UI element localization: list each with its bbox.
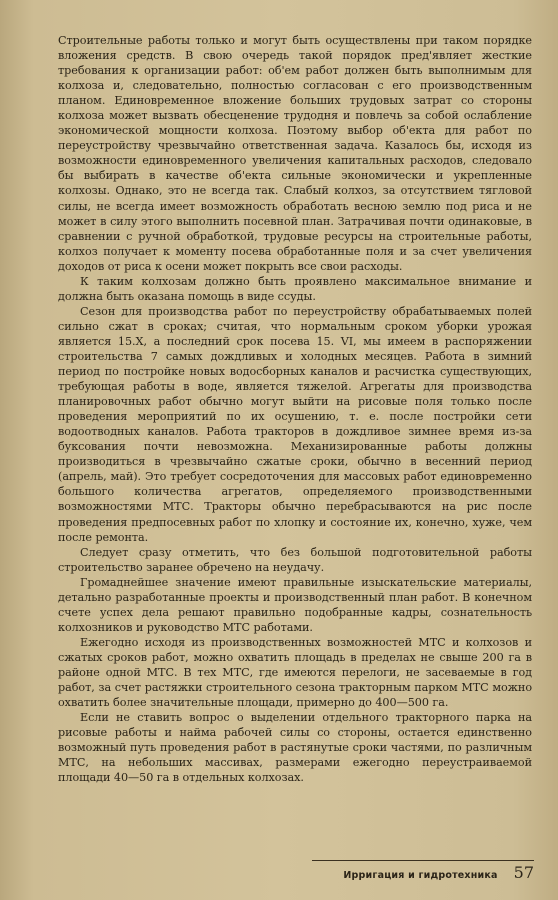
page-number: 57 <box>513 863 534 882</box>
paragraph-2: К таким колхозам должно быть проявлено максимальное внимание и должна быть оказана помощь в виде ссуды. <box>58 274 532 303</box>
page-footer <box>312 860 534 882</box>
paragraph-6: Ежегодно исходя из производственных возможностей МТС и колхозов и сжатых сроков работ, можно охватить площадь в пределах не свыше 200 га в районе одной МТС. В тех МТС, где имеются перелоги, не засеваемые в год работ, за счет растяжки строительного сезона тракторным парком МТС можно охватить более значительные площади, примерно до 400—500 га. <box>58 635 532 710</box>
body-text <box>58 33 532 785</box>
journal-title: Ирригация и гидротехника <box>343 870 498 881</box>
paragraph-1: Строительные работы только и могут быть осуществлены при таком порядке вложения средств. В свою очередь такой порядок пред'являет жесткие требования к организации работ: об'ем работ должен быть выполнимым для колхоза и, следовательно, полностью согласован с его производственным планом. Единовременное вложение больших трудовых затрат со стороны колхоза может вызвать обесценение трудодня и повлечь за собой ослабление экономической мощности колхоза. Поэтому выбор об'екта для работ по переустройству чрезвычайно ответственная задача. Казалось бы, исходя из возможности единовременного увеличения капитальных расходов, следовало бы выбирать в качестве об'екта сильные экономически и укрепленные колхозы. Однако, это не всегда так. Слабый колхоз, за отсутствием тягловой силы, не всегда имеет возможность обработать весною землю под риса и не может в силу этого выполнить посевной план. Затрачивая почти одинаковые, в сравнении с ручной обработкой, трудовые ресурсы на строительные работы, колхоз получает к моменту посева обработанные поля и за счет увеличения доходов от риса к осени может покрыть все свои расходы. <box>58 34 532 273</box>
paragraph-5: Громаднейшее значение имеют правильные изыскательские материалы, детально разработанные проекты и производственный план работ. В конечном счете успех дела решают правильно подобранные кадры, сознательность колхозников и руководство МТС работами. <box>58 575 532 634</box>
paragraph-3: Сезон для производства работ по переустройству обрабатываемых полей сильно сжат в сроках; считая, что нормальным сроком уборки урожая является 15.X, а последний срок посева 15. VI, мы имеем в распоряжении строительства 7 самых дождливых и холодных месяцев. Работа в зимний период по постройке новых водосборных каналов и расчистка существующих, требующая работы в воде, является тяжелой. Агрегаты для производства планировочных работ обычно могут выйти на рисовые поля только после проведения мероприятий по их осушению, т. е. после постройки сети водоотводных каналов. Работа тракторов в дождливое зимнее время из-за буксования почти невозможна. Механизированные работы должны производиться в чрезвычайно сжатые сроки, обычно в весенний период (апрель, май). Это требует сосредоточения для массовых работ единовременно большого количества агрегатов, определяемого производственными возможностями МТС. Тракторы обычно перебрасываются на рис после проведения предпосевных работ по хлопку и состояние их, конечно, хуже, чем после ремонта. <box>58 304 532 544</box>
paragraph-7: Если не ставить вопрос о выделении отдельного тракторного парка на рисовые работы и найма рабочей силы со стороны, остается единственно возможный путь проведения работ в растянутые сроки частями, по различным МТС, на небольших массивах, размерами ежегодно переустраиваемой площади 40—50 га в отдельных колхозах. <box>58 711 532 785</box>
paragraph-4: Следует сразу отметить, что без большой подготовительной работы строительство заранее обречено на неудачу. <box>58 545 532 574</box>
